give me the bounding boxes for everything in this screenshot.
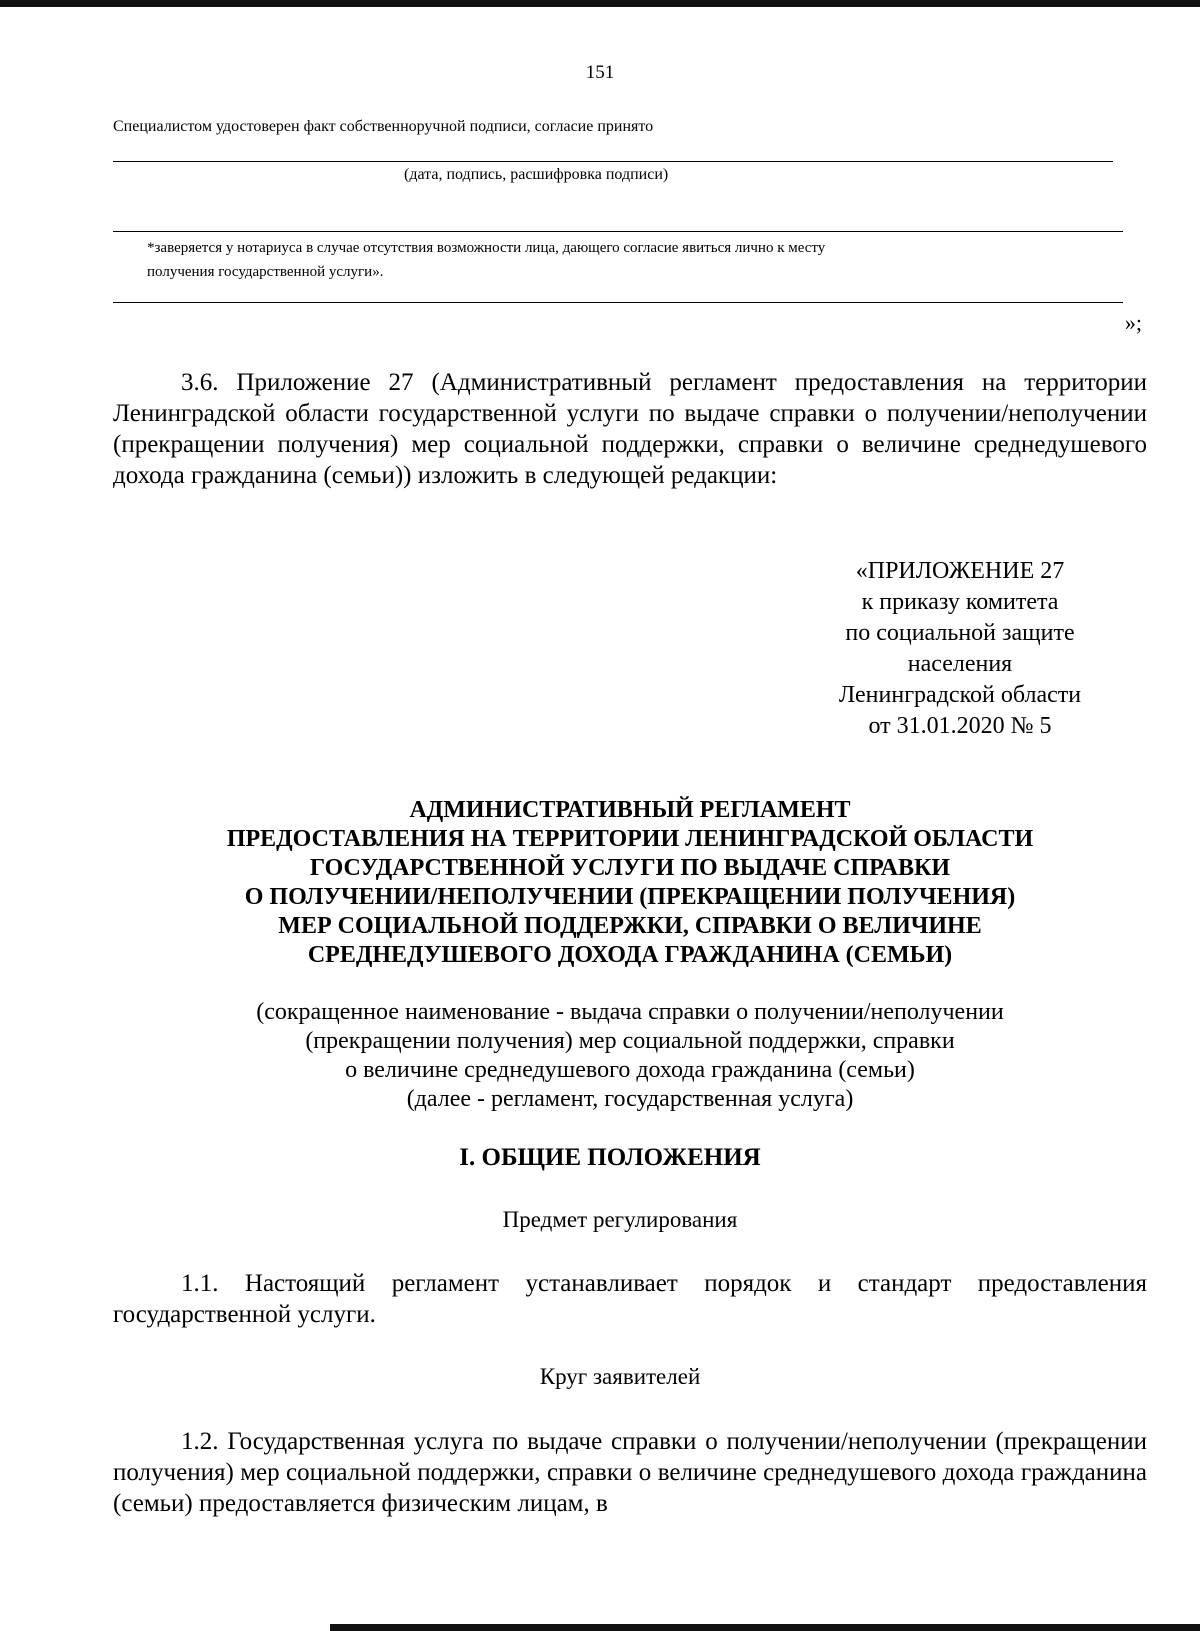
appendix-line: по социальной защите bbox=[845, 620, 1075, 646]
title-line: ПРЕДОСТАВЛЕНИЯ НА ТЕРРИТОРИИ ЛЕНИНГРАДСКОЙ ОБЛАСТИ bbox=[226, 826, 1034, 852]
section-heading: I. ОБЩИЕ ПОЛОЖЕНИЯ bbox=[459, 1144, 761, 1171]
footnote-top-rule bbox=[113, 231, 1123, 232]
paragraph-1-1: 1.1. Настоящий регламент устанавливает порядок и стандарт предоставления государственной услуги. bbox=[113, 1270, 1147, 1328]
subheading-applicants: Круг заявителей bbox=[539, 1364, 701, 1389]
paragraph-1-2: 1.2. Государственная услуга по выдаче справки о получении/неполучении (прекращении получения) мер социальной поддержки, справки о величине среднедушевого дохода гражданина (семьи) предоставляется физическим лицам, в bbox=[113, 1428, 1147, 1517]
subtitle-line: (далее - регламент, государственная услуга) bbox=[406, 1086, 854, 1112]
appendix-line: к приказу комитета bbox=[861, 589, 1059, 615]
footnote-line: *заверяется у нотариуса в случае отсутствия возможности лица, дающего согласие явиться лично к месту bbox=[147, 240, 826, 256]
appendix-line: от 31.01.2020 № 5 bbox=[868, 713, 1052, 739]
scan-edge-bottom bbox=[330, 1624, 1200, 1631]
appendix-line: населения bbox=[907, 651, 1013, 677]
regulation-title bbox=[100, 796, 1160, 970]
subtitle-line: (прекращении получения) мер социальной поддержки, справки bbox=[305, 1028, 955, 1054]
footnote-bottom-rule bbox=[113, 302, 1123, 303]
closing-quote: »; bbox=[1124, 310, 1142, 335]
footnote-line: получения государственной услуги». bbox=[147, 264, 384, 280]
certification-text: Специалистом удостоверен факт собственноручной подписи, согласие принято bbox=[113, 118, 654, 135]
appendix-block bbox=[810, 556, 1110, 742]
subheading-subject: Предмет регулирования bbox=[502, 1207, 738, 1232]
page-number: 151 bbox=[585, 62, 615, 83]
scan-edge-top bbox=[0, 0, 1200, 7]
short-name-note bbox=[100, 998, 1160, 1114]
title-line: СРЕДНЕДУШЕВОГО ДОХОДА ГРАЖДАНИНА (СЕМЬИ) bbox=[307, 942, 953, 968]
footnote bbox=[147, 236, 1097, 284]
signature-line bbox=[113, 161, 1113, 162]
appendix-line: Ленинградской области bbox=[838, 682, 1082, 708]
title-line: МЕР СОЦИАЛЬНОЙ ПОДДЕРЖКИ, СПРАВКИ О ВЕЛИЧИНЕ bbox=[278, 913, 982, 939]
title-line: О ПОЛУЧЕНИИ/НЕПОЛУЧЕНИИ (ПРЕКРАЩЕНИИ ПОЛУЧЕНИЯ) bbox=[244, 884, 1016, 910]
signature-caption: (дата, подпись, расшифровка подписи) bbox=[404, 166, 669, 183]
paragraph-3-6: 3.6. Приложение 27 (Административный регламент предоставления на территории Ленинградской области государственной услуги по выдаче справки о получении/неполучении (прекращении получения) мер социальной поддержки, справки о величине среднедушевого дохода гражданина (семьи)) изложить в следующей редакции: bbox=[113, 369, 1147, 489]
title-line: АДМИНИСТРАТИВНЫЙ РЕГЛАМЕНТ bbox=[409, 797, 851, 823]
subtitle-line: (сокращенное наименование - выдача справки о получении/неполучении bbox=[256, 999, 1004, 1025]
appendix-line: «ПРИЛОЖЕНИЕ 27 bbox=[855, 558, 1065, 584]
subtitle-line: о величине среднедушевого дохода гражданина (семьи) bbox=[345, 1057, 915, 1083]
title-line: ГОСУДАРСТВЕННОЙ УСЛУГИ ПО ВЫДАЧЕ СПРАВКИ bbox=[309, 855, 951, 881]
